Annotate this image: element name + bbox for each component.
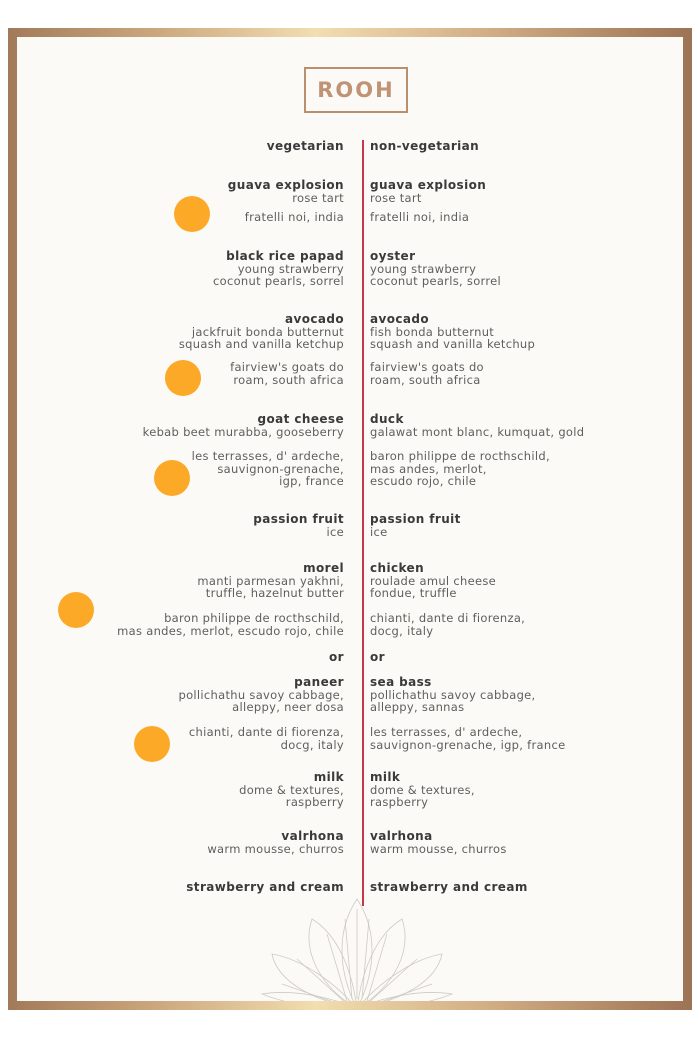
dish-title: paneer — [294, 675, 344, 689]
dish-description: raspberry — [285, 795, 344, 809]
lotus-flower-illustration — [257, 889, 457, 1001]
dish-description: les terrasses, d' ardeche, — [370, 725, 523, 739]
vegetarian-heading: vegetarian — [266, 139, 344, 153]
non-vegetarian-menu-item — [370, 513, 461, 538]
dish-description: alleppy, sannas — [370, 700, 465, 714]
dish-title: avocado — [370, 312, 430, 326]
dish-description: galawat mont blanc, kumquat, gold — [370, 424, 585, 439]
dish-description: kebab beet murabba, gooseberry — [142, 424, 344, 439]
non-vegetarian-menu-item — [370, 179, 486, 204]
dish-description: fratelli noi, india — [370, 210, 470, 224]
dish-description: docg, italy — [370, 623, 434, 638]
vegetarian-menu-item — [117, 612, 344, 637]
vegetarian-menu-item — [245, 211, 344, 224]
non-vegetarian-menu-item — [370, 726, 566, 751]
dish-description: ice — [370, 524, 388, 539]
non-vegetarian-menu-item — [370, 413, 584, 438]
non-vegetarian-menu-item — [370, 651, 385, 664]
dish-description: fairview's goats do — [230, 360, 344, 374]
non-vegetarian-menu-item — [370, 450, 550, 488]
dish-description: chianti, dante di fiorenza, — [188, 725, 344, 739]
non-vegetarian-menu-item — [370, 250, 501, 288]
vegetarian-menu-item — [143, 413, 344, 438]
dish-description: warm mousse, churros — [207, 841, 344, 856]
dish-title: morel — [303, 561, 344, 575]
dish-title: black rice papad — [226, 249, 344, 263]
non-vegetarian-menu-item — [370, 676, 536, 714]
dish-description: young strawberry — [370, 261, 477, 276]
dish-description: alleppy, neer dosa — [232, 700, 344, 714]
non-vegetarian-heading: non-vegetarian — [370, 139, 480, 153]
dish-description: fish bonda butternut — [370, 324, 495, 339]
dish-title: duck — [370, 412, 404, 426]
dish-description: dome & textures, — [239, 782, 344, 797]
dish-description: escudo rojo, chile — [370, 474, 477, 488]
dish-title: or — [329, 650, 344, 664]
vegetarian-menu-item — [178, 676, 344, 714]
dish-description: young strawberry — [237, 261, 344, 276]
vegetarian-menu-item — [253, 513, 344, 538]
dish-description: chianti, dante di fiorenza, — [370, 611, 526, 625]
gold-frame — [8, 28, 692, 1010]
dish-title: valrhona — [281, 829, 344, 843]
dish-description: ice — [326, 524, 344, 539]
dish-title: chicken — [370, 561, 425, 575]
vegetarian-menu-item — [228, 179, 344, 204]
dish-description: mas andes, merlot, — [370, 461, 487, 476]
dish-description: docg, italy — [280, 737, 344, 752]
dish-description: mas andes, merlot, escudo rojo, chile — [117, 623, 344, 638]
non-vegetarian-menu-item — [370, 830, 507, 855]
dish-title: valrhona — [370, 829, 433, 843]
dish-title: guava explosion — [227, 178, 344, 192]
dish-description: raspberry — [370, 795, 429, 809]
dish-title: or — [370, 650, 385, 664]
dish-description: roam, south africa — [370, 372, 481, 387]
menu-page — [17, 37, 683, 1001]
dish-description: roulade amul cheese — [370, 573, 496, 588]
non-vegetarian-menu-item — [370, 361, 484, 386]
dish-title: milk — [313, 770, 344, 784]
dish-description: pollichathu savoy cabbage, — [178, 687, 344, 702]
dish-description: fairview's goats do — [370, 360, 484, 374]
dish-description: coconut pearls, sorrel — [212, 274, 344, 288]
dish-title: sea bass — [370, 675, 432, 689]
non-vegetarian-menu-item — [370, 612, 525, 637]
dish-description: coconut pearls, sorrel — [370, 274, 502, 288]
dish-description: fratelli noi, india — [244, 210, 344, 224]
dish-title: strawberry and cream — [186, 880, 344, 894]
non-vegetarian-menu-item — [370, 313, 535, 351]
dish-description: dome & textures, — [370, 782, 475, 797]
orange-marker-dot — [154, 460, 190, 496]
brand-name: ROOH — [317, 78, 395, 102]
dish-title: goat cheese — [257, 412, 344, 426]
dish-description: squash and vanilla ketchup — [370, 337, 536, 351]
dish-description: roam, south africa — [233, 372, 344, 387]
dish-title: passion fruit — [370, 512, 461, 526]
vegetarian-menu-item — [197, 562, 344, 600]
dish-title: oyster — [370, 249, 416, 263]
dish-description: fondue, truffle — [370, 586, 457, 600]
orange-marker-dot — [174, 196, 210, 232]
vegetarian-menu-item — [213, 250, 344, 288]
dish-description: rose tart — [292, 190, 344, 205]
vegetarian-menu-item — [207, 830, 344, 855]
dish-title: passion fruit — [253, 512, 344, 526]
orange-marker-dot — [58, 592, 94, 628]
vegetarian-menu-item — [239, 771, 344, 809]
orange-marker-dot — [134, 726, 170, 762]
orange-marker-dot — [165, 360, 201, 396]
dish-description: jackfruit bonda butternut — [191, 324, 344, 339]
dish-description: sauvignon-grenache, — [217, 461, 344, 476]
non-vegetarian-menu-item — [370, 562, 496, 600]
dish-description: warm mousse, churros — [370, 841, 507, 856]
dish-description: baron philippe de rocthschild, — [370, 449, 550, 463]
dish-description: truffle, hazelnut butter — [205, 586, 344, 600]
dish-description: baron philippe de rocthschild, — [164, 611, 344, 625]
dish-title: avocado — [284, 312, 344, 326]
non-vegetarian-menu-item — [370, 771, 475, 809]
dish-description: pollichathu savoy cabbage, — [370, 687, 536, 702]
dish-description: sauvignon-grenache, igp, france — [370, 737, 566, 752]
dish-title: milk — [370, 770, 401, 784]
vegetarian-menu-item — [179, 313, 344, 351]
dish-description: les terrasses, d' ardeche, — [191, 449, 344, 463]
non-vegetarian-menu-item — [370, 211, 469, 224]
dish-description: squash and vanilla ketchup — [178, 337, 344, 351]
dish-description: rose tart — [370, 190, 422, 205]
dish-title: strawberry and cream — [370, 880, 528, 894]
vegetarian-menu-item — [189, 726, 344, 751]
vegetarian-menu-item — [192, 450, 344, 488]
vegetarian-menu-item — [230, 361, 344, 386]
dish-title: guava explosion — [370, 178, 487, 192]
brand-logo — [304, 67, 408, 113]
vegetarian-menu-item — [329, 651, 344, 664]
center-divider — [362, 140, 364, 906]
dish-description: manti parmesan yakhni, — [197, 573, 344, 588]
dish-description: igp, france — [279, 474, 344, 488]
